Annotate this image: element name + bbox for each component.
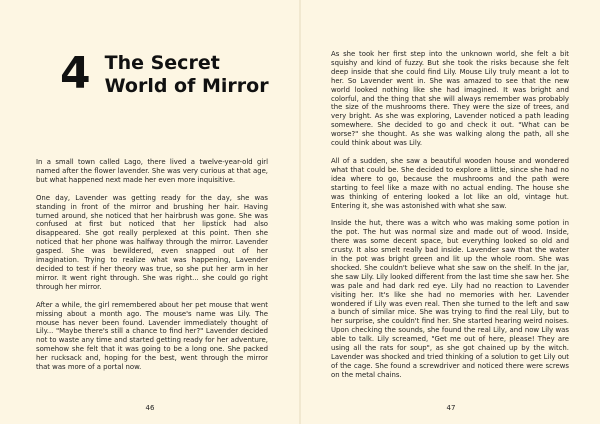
right-page-text <box>331 50 569 389</box>
page-number: 47 <box>446 404 456 412</box>
chapter-number: 4 <box>60 48 91 99</box>
left-page-text <box>36 158 268 381</box>
paragraph: As she took her first step into the unknown world, she felt a bit squishy and kind of fuzzy. But she took the risks because she felt deep inside that she could find Lily. Mouse Lily truly meant a lot to her. So Lavender went in. She was amazed to see that the new world looked nothing like she had imagined. It was bright and colorful, and the thing that she will always remember was probably the size of the mushrooms there. They were the size of trees, and very bright. As she was exploring, Lavender noticed a path leading somewhere. She decided to go and check it out. "What can be worse?" she thought. As she was walking along the path, all she could think about was Lily. <box>331 50 569 148</box>
paragraph: After a while, the girl remembered about her pet mouse that went missing about a month ago. The mouse's name was Lily. The mouse has never been found. Lavender immediately thought of Lily... "Maybe there's still a chance to find her?" Lavender decided not to waste any time and started getting ready for her adventure, somehow she felt that it was going to be a long one. She packed her rucksack and, hoping for the best, went through the mirror that was more of a portal now. <box>36 300 268 372</box>
paragraph: One day, Lavender was getting ready for the day, she was standing in front of the mirror and brushing her hair. Having turned around, she noticed that her hairbrush was gone. She was confused at first but noticed that her lipstick had also disappeared. She got really perplexed at this point. Then she noticed that her phone was halfway through the mirror. Lavender gasped. She was bewildered, even snapped out of her imagination. Trying to realize what was happening, Lavender decided to test if her theory was true, so she put her arm in her mirror. It went right through. She was right... she could go right through her mirror. <box>36 193 268 291</box>
paragraph: Inside the hut, there was a witch who was making some potion in the pot. The hut was normal size and made out of wood. Inside, there was some decent space, but everything looked so old and crusty. It also smelt really bad inside. Lavender saw that the water in the pot was bright green and lit up the whole room. She was shocked. She couldn't believe what she saw on the shelf. In the jar, she saw Lily. Lily looked different from the last time she saw her. She was pale and had dark red eye. Lily had no reaction to Lavender visiting her. It's like she had no memories with her. Lavender wondered if Lily was even real. Then she turned to the left and saw a bunch of similar mice. She was trying to find the real Lily, but to her surprise, she couldn't find her. She started hearing weird noises. Upon checking the sounds, she found the real Lily, and now Lily was able to talk. Lily screamed, "Get me out of here, please! They are using all the rats for soup", as she got chained up by the witch. Lavender was shocked and tried thinking of a solution to get Lily out of the cage. She found a screwdriver and noticed there were screws on the metal chains. <box>331 219 569 379</box>
chapter-title: The Secret World of Mirror <box>104 52 269 97</box>
chapter-heading <box>60 48 275 99</box>
paragraph: In a small town called Lago, there lived a twelve-year-old girl named after the flower lavender. She was very curious at that age, but what happened next made her even more inquisitive. <box>36 158 268 184</box>
page-number: 46 <box>145 404 155 412</box>
right-page <box>300 0 600 424</box>
paragraph: All of a sudden, she saw a beautiful wooden house and wondered what that could be. She decided to explore a little, since she had no idea where to go, because the mushrooms and the path were starting to feel like a maze with no actual ending. The house she was thinking of entering looked a lot like an old, vintage hut. Entering it, she was astonished with what she saw. <box>331 156 569 210</box>
